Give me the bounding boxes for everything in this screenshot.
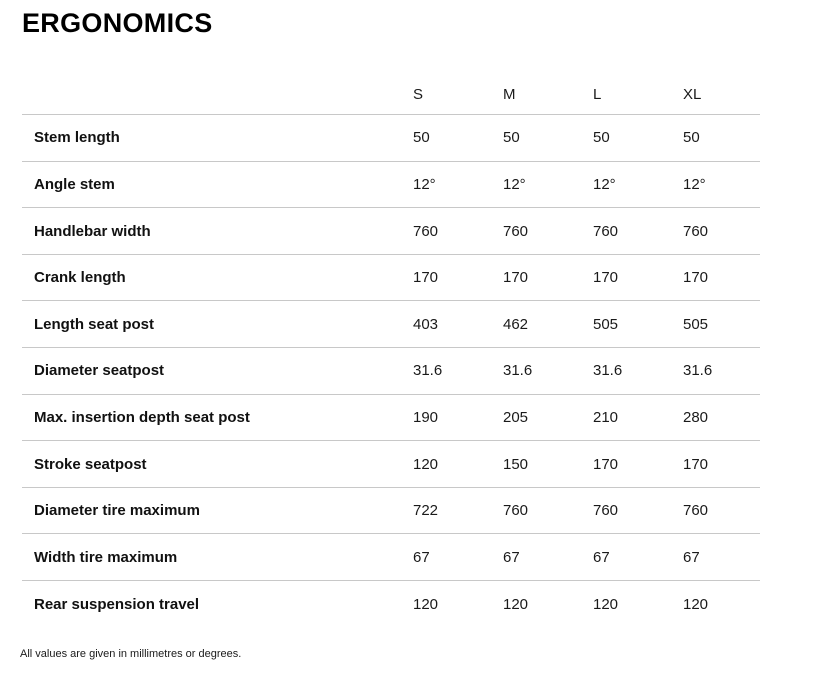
- row-value: 760: [683, 222, 709, 240]
- row-value: 67: [683, 548, 700, 566]
- table-footnote: All values are given in millimetres or degrees.: [20, 647, 242, 660]
- row-value: 120: [413, 595, 439, 613]
- row-value: 67: [503, 548, 520, 566]
- row-value: 760: [503, 502, 529, 520]
- row-value: 280: [683, 408, 709, 426]
- section-title: ERGONOMICS: [22, 8, 213, 38]
- table-row: [22, 301, 760, 348]
- column-header-l: L: [593, 86, 602, 104]
- row-value: 170: [593, 455, 619, 473]
- ergonomics-table: [22, 75, 760, 628]
- row-value: 67: [413, 548, 430, 566]
- table-row: [22, 115, 760, 162]
- column-header-m: M: [503, 86, 516, 104]
- row-value: 12°: [503, 175, 526, 193]
- row-value: 31.6: [503, 362, 533, 380]
- row-label: Rear suspension travel: [34, 595, 200, 613]
- row-value: 120: [593, 595, 619, 613]
- row-value: 12°: [413, 175, 436, 193]
- row-value: 403: [413, 315, 439, 333]
- row-value: 170: [683, 455, 709, 473]
- row-label: Handlebar width: [34, 222, 151, 240]
- table-row: [22, 534, 760, 581]
- table-row: [22, 208, 760, 255]
- row-value: 31.6: [413, 362, 443, 380]
- row-value: 190: [413, 408, 439, 426]
- row-value: 170: [503, 269, 529, 287]
- row-value: 205: [503, 408, 529, 426]
- row-value: 170: [683, 269, 709, 287]
- row-value: 760: [593, 502, 619, 520]
- row-value: 722: [413, 502, 439, 520]
- row-value: 760: [503, 222, 529, 240]
- row-value: 50: [503, 129, 520, 147]
- column-header-s: S: [413, 86, 424, 104]
- row-value: 760: [683, 502, 709, 520]
- table-row: [22, 441, 760, 488]
- row-value: 120: [413, 455, 439, 473]
- row-value: 760: [593, 222, 619, 240]
- table-body: [22, 115, 760, 628]
- row-value: 120: [683, 595, 709, 613]
- row-value: 50: [413, 129, 430, 147]
- row-label: Crank length: [34, 269, 126, 287]
- row-value: 50: [593, 129, 610, 147]
- table-row: [22, 488, 760, 535]
- table-header-row: [22, 75, 760, 115]
- row-value: 67: [593, 548, 610, 566]
- row-value: 50: [683, 129, 700, 147]
- row-label: Length seat post: [34, 315, 155, 333]
- row-value: 505: [683, 315, 709, 333]
- row-value: 12°: [593, 175, 616, 193]
- table-row: [22, 348, 760, 395]
- row-value: 12°: [683, 175, 706, 193]
- table-row: [22, 581, 760, 628]
- row-label: Diameter tire maximum: [34, 502, 200, 520]
- row-value: 31.6: [593, 362, 623, 380]
- row-value: 210: [593, 408, 619, 426]
- row-value: 505: [593, 315, 619, 333]
- row-label: Stroke seatpost: [34, 455, 147, 473]
- row-value: 31.6: [683, 362, 713, 380]
- row-value: 170: [593, 269, 619, 287]
- row-label: Width tire maximum: [34, 548, 178, 566]
- row-label: Diameter seatpost: [34, 362, 165, 380]
- ergonomics-section: [0, 8, 830, 660]
- table-row: [22, 255, 760, 302]
- row-label: Angle stem: [34, 175, 115, 193]
- row-value: 462: [503, 315, 529, 333]
- row-value: 150: [503, 455, 529, 473]
- row-label: Max. insertion depth seat post: [34, 408, 250, 426]
- row-label: Stem length: [34, 129, 120, 147]
- table-row: [22, 395, 760, 442]
- row-value: 120: [503, 595, 529, 613]
- row-value: 760: [413, 222, 439, 240]
- row-value: 170: [413, 269, 439, 287]
- table-row: [22, 162, 760, 209]
- column-header-xl: XL: [683, 86, 702, 104]
